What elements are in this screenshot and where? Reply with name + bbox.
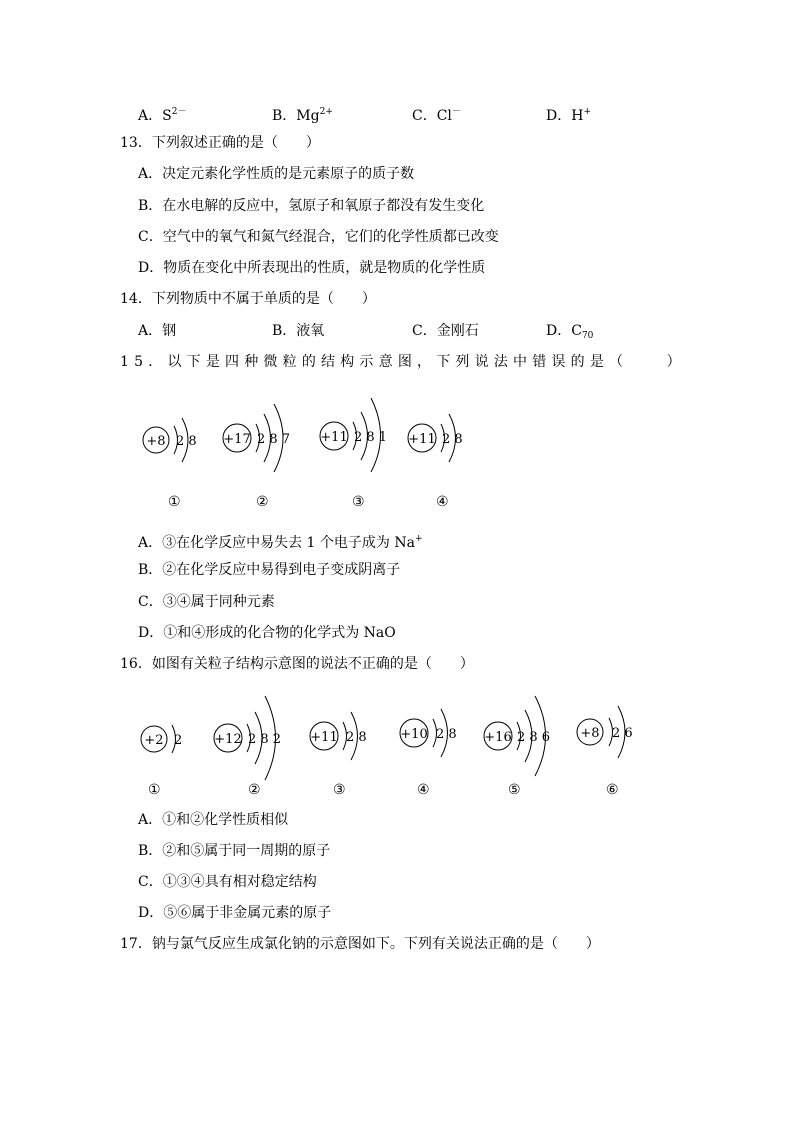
q16-diagram-label-4: ④ <box>417 782 430 798</box>
q16-option-b: B．②和⑤属于同一周期的原子 <box>138 843 331 859</box>
q13-option-d: D．物质在变化中所表现出的性质，就是物质的化学性质 <box>138 260 486 276</box>
q16-diagram-label-2: ② <box>248 782 261 798</box>
q15-diagram-4 <box>404 392 474 476</box>
nucleus-charge: +11 <box>310 730 338 745</box>
q15-diagram-label-2: ② <box>256 494 269 510</box>
q16-diagram-1 <box>136 700 196 784</box>
q13-option-c: C．空气中的氧气和氮气经混合，它们的化学性质都已改变 <box>138 229 499 245</box>
nucleus-charge: +12 <box>214 732 242 747</box>
q15-stem: 15．以下是四种微粒的结构示意图，下列说法中错误的是（ ） <box>120 354 686 370</box>
electron-counts: 2 <box>174 733 183 748</box>
q13-option-b: B．在水电解的反应中，氢原子和氧原子都没有发生变化 <box>138 198 485 214</box>
nucleus-charge: +10 <box>400 727 428 742</box>
q15-option-c: C．③④属于同种元素 <box>138 594 275 610</box>
q16-option-d: D．⑤⑥属于非金属元素的原子 <box>138 905 332 921</box>
electron-counts: 2 8 <box>176 434 197 449</box>
electron-counts: 2 8 <box>436 727 457 742</box>
q16-diagram-3 <box>306 700 376 784</box>
q15-option-b: B．②在化学反应中易得到电子变成阴离子 <box>138 562 401 578</box>
q12-option-c: C．Cl－ <box>412 107 461 124</box>
electron-counts: 2 6 <box>612 726 633 741</box>
electron-counts: 2 8 6 <box>517 730 551 745</box>
q12-option-b: B．$Mg^{2+}$ <box>272 107 333 124</box>
q16-diagram-4 <box>396 698 466 782</box>
nucleus-charge: +11 <box>320 430 348 445</box>
electron-counts: 2 8 7 <box>257 432 291 447</box>
q14-option-d: D．$C_{70}$ <box>546 323 594 341</box>
q15-option-a: A．③在化学反应中易失去 1 个电子成为 Na+ <box>138 534 423 551</box>
q16-diagram-2 <box>210 690 292 786</box>
electron-counts: 2 8 <box>442 432 463 447</box>
q14-option-b: B．液氧 <box>272 323 325 339</box>
q17-stem: 17．钠与氯气反应生成氯化钠的示意图如下。下列有关说法正确的是（ ） <box>120 936 600 952</box>
nucleus-charge: +17 <box>223 432 251 447</box>
q16-option-a: A．①和②化学性质相似 <box>138 812 289 828</box>
q16-diagram-6 <box>574 696 644 780</box>
nucleus-charge: +11 <box>408 432 436 447</box>
q12-option-a: A．$S^{2-}$ <box>138 107 187 124</box>
q13-stem: 13．下列叙述正确的是（ ） <box>120 135 320 151</box>
q16-diagram-5 <box>480 690 562 786</box>
q15-diagram-label-4: ④ <box>436 494 449 510</box>
q16-stem: 16．如图有关粒子结构示意图的说法不正确的是（ ） <box>120 656 474 672</box>
q15-diagram-label-1: ① <box>168 494 181 510</box>
q15-diagram-1 <box>138 392 208 476</box>
q13-option-a: A．决定元素化学性质的是元素原子的质子数 <box>138 166 415 182</box>
q16-diagram-label-1: ① <box>148 782 161 798</box>
q12-option-d: D．H+ <box>546 107 591 124</box>
nucleus-charge: +8 <box>146 434 166 449</box>
q15-diagram-3 <box>316 388 396 476</box>
q16-diagram-label-5: ⑤ <box>508 782 521 798</box>
q16-option-c: C．①③④具有相对稳定结构 <box>138 874 317 890</box>
q16-diagram-label-6: ⑥ <box>606 782 619 798</box>
q14-option-a: A．钢 <box>138 323 177 339</box>
q15-option-d: D．①和④形成的化合物的化学式为 NaO <box>138 625 396 641</box>
electron-counts: 2 8 <box>346 730 367 745</box>
electron-counts: 2 8 1 <box>354 430 388 445</box>
q14-option-c: C．金刚石 <box>412 323 479 339</box>
nucleus-charge: +8 <box>580 726 600 741</box>
nucleus-charge: +2 <box>144 733 164 748</box>
q14-stem: 14．下列物质中不属于单质的是（ ） <box>120 291 376 307</box>
q15-diagram-2 <box>220 392 300 476</box>
nucleus-charge: +16 <box>484 730 512 745</box>
q16-diagram-label-3: ③ <box>333 782 346 798</box>
electron-counts: 2 8 2 <box>248 732 282 747</box>
q15-diagram-label-3: ③ <box>352 494 365 510</box>
